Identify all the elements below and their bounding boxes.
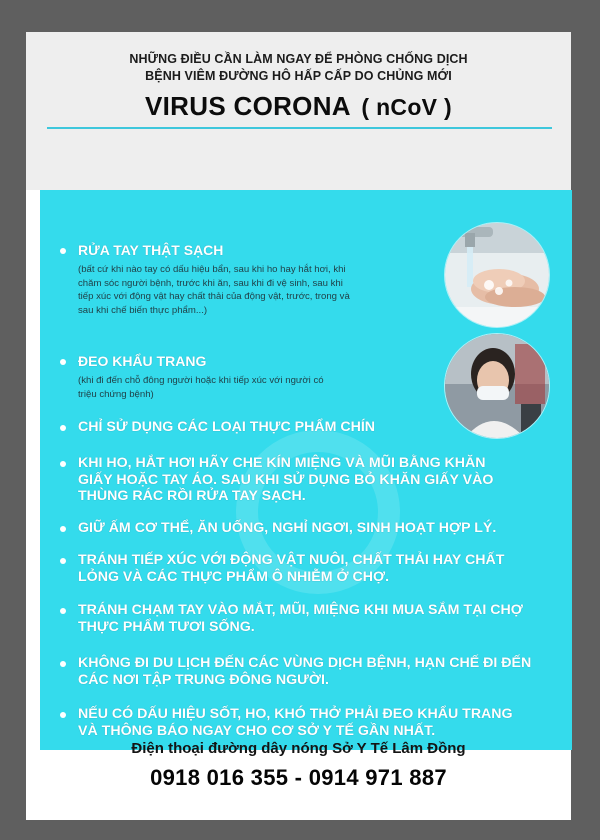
bullet-icon <box>60 425 66 431</box>
heading-line: GIỮ ẤM CƠ THỂ, ĂN UỐNG, NGHỈ NGƠI, SINH HOẠT HỢP LÝ. <box>78 520 497 536</box>
note-line: (khi đi đến chỗ đông người hoặc khi tiếp xúc với người có <box>78 375 324 386</box>
item-heading: ĐEO KHẨU TRANG <box>78 353 207 369</box>
list-item <box>60 520 560 540</box>
bullet-icon <box>60 461 66 467</box>
bullet-icon <box>60 248 66 254</box>
item-heading <box>78 706 558 739</box>
heading-line: CÁC NƠI TẬP TRUNG ĐÔNG NGƯỜI. <box>78 671 329 688</box>
list-item <box>60 455 560 507</box>
item-heading <box>78 655 558 688</box>
heading-line: LỎNG VÀ CÁC THỰC PHẨM Ô NHIỄM Ở CHỢ. <box>78 568 390 585</box>
handwashing-photo-icon <box>444 222 550 328</box>
hotline-numbers: 0918 016 355 - 0914 971 887 <box>150 765 447 790</box>
heading-line: CHỈ SỬ DỤNG CÁC LOẠI THỰC PHẨM CHÍN <box>78 419 376 435</box>
bullet-icon <box>60 608 66 614</box>
heading-line: KHI HO, HẮT HƠI HÃY CHE KÍN MIỆNG VÀ MŨI BẰNG KHĂN <box>78 455 486 471</box>
item-heading <box>78 455 558 505</box>
item-note <box>78 263 438 317</box>
heading-line: GIẤY HOẶC TAY ÁO. SAU KHI SỬ DỤNG BỎ KHĂN GIẤY VÀO <box>78 471 494 488</box>
title-sub: ( nCoV ) <box>361 94 452 120</box>
title-underline <box>47 127 552 129</box>
heading-line: THÙNG RÁC RỒI RỬA TAY SẠCH. <box>78 488 306 504</box>
header-line-2: BỆNH VIÊM ĐƯỜNG HÔ HẤP CẤP DO CHỦNG MỚI <box>145 69 452 83</box>
note-line: chăm sóc người bệnh, trước khi ăn, sau khi đi vệ sinh, sau khi <box>78 277 343 289</box>
list-item <box>60 706 560 742</box>
note-line: sau khi chế biến thực phẩm...) <box>78 304 208 316</box>
face-mask-photo-icon <box>444 333 550 439</box>
heading-line: NẾU CÓ DẤU HIỆU SỐT, HO, KHÓ THỞ PHẢI ĐEO KHẨU TRANG <box>78 706 513 722</box>
bullet-icon <box>60 558 66 564</box>
page-title <box>26 91 571 122</box>
poster <box>26 32 571 820</box>
poster-header <box>26 32 571 190</box>
list-item <box>60 552 560 588</box>
header-line-1: NHỮNG ĐIỀU CẦN LÀM NGAY ĐỂ PHÒNG CHỐNG DỊCH <box>129 52 468 66</box>
advice-panel <box>40 190 572 750</box>
title-main: VIRUS CORONA <box>145 91 350 121</box>
heading-line: VÀ THÔNG BÁO NGAY CHO CƠ SỞ Y TẾ GẦN NHẤT. <box>78 722 436 739</box>
heading-line: TRÁNH TIẾP XÚC VỚI ĐỘNG VẬT NUÔI, CHẤT THẢI HAY CHẤT <box>78 552 505 568</box>
item-heading <box>78 520 558 537</box>
list-item <box>60 655 560 691</box>
hotline-label: Điện thoại đường dây nóng Sở Y Tế Lâm Đồng <box>131 740 466 757</box>
bullet-icon <box>60 712 66 718</box>
item-heading: RỬA TAY THẬT SẠCH <box>78 242 224 258</box>
heading-line: KHÔNG ĐI DU LỊCH ĐẾN CÁC VÙNG DỊCH BỆNH, HẠN CHẾ ĐI ĐẾN <box>78 655 532 671</box>
note-line: tiếp xúc với động vật hay chất thải của động vật, trước, trong và <box>78 291 350 302</box>
item-note <box>78 374 438 401</box>
item-heading <box>78 602 558 635</box>
bullet-icon <box>60 526 66 532</box>
note-line: triệu chứng bệnh) <box>78 388 154 400</box>
note-line: (bất cứ khi nào tay có dấu hiệu bẩn, sau khi ho hay hắt hơi, khi <box>78 264 346 275</box>
bullet-icon <box>60 661 66 667</box>
item-heading <box>78 552 558 585</box>
heading-line: TRÁNH CHẠM TAY VÀO MẮT, MŨI, MIỆNG KHI MUA SẮM TẠI CHỢ <box>78 602 523 618</box>
list-item <box>60 602 560 638</box>
bullet-icon <box>60 359 66 365</box>
heading-line: THỰC PHẨM TƯƠI SỐNG. <box>78 618 255 635</box>
